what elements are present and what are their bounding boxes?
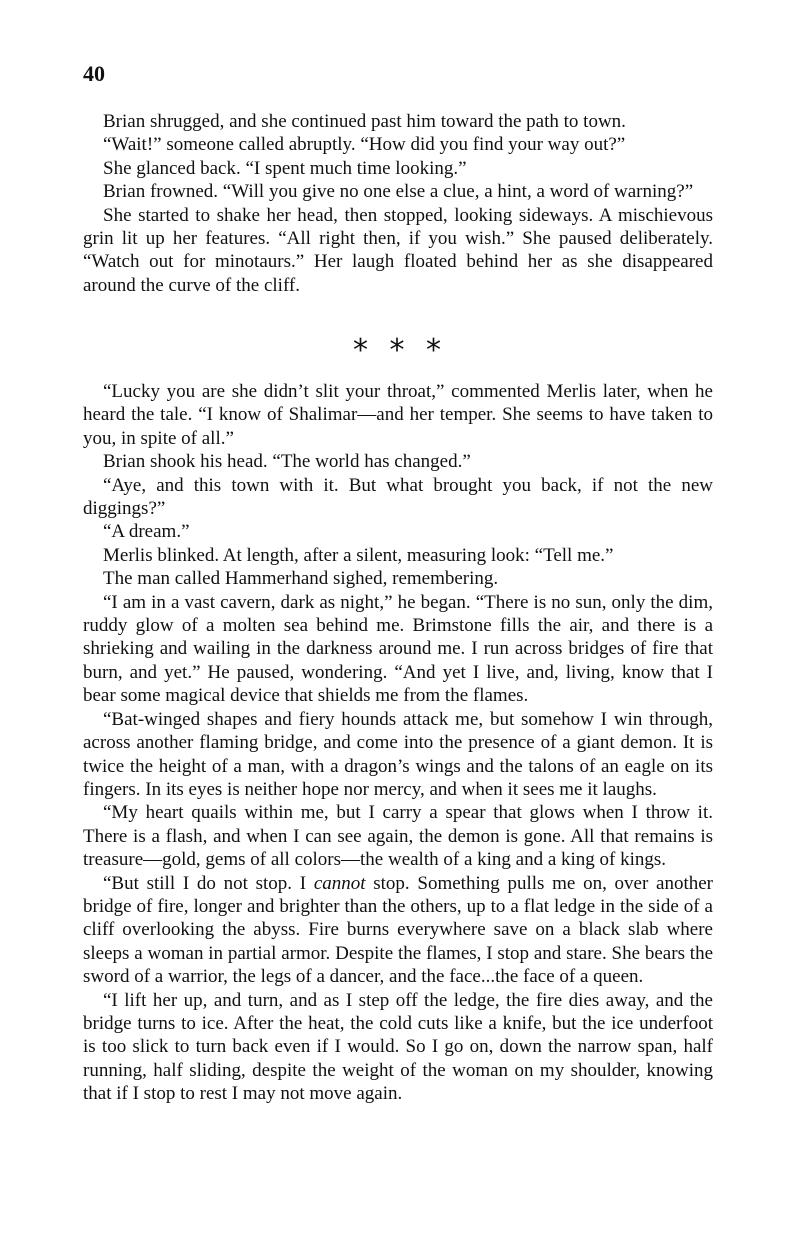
paragraph: “I am in a vast cavern, dark as night,” he began. “There is no sun, only the dim, ruddy glow of a molten sea behind me. Brimstone fills the air, and there is a shrieking and wailing in the darkness around me. I run across bridges of fire that burn, and yet.” He paused, wondering. “And yet I live, and, living, know that I bear some magical device that shields me from the flames. (83, 591, 713, 707)
paragraph: “Wait!” someone called abruptly. “How did you find your way out?” (103, 134, 626, 156)
paragraph: “My heart quails within me, but I carry a spear that glows when I throw it. There is a flash, and when I can see again, the demon is gone. All that remains is treasure—gold, gems of all colors—the wealth of a king and a king of kings. (83, 802, 713, 871)
paragraph: Merlis blinked. At length, after a silent, measuring look: “Tell me.” (103, 544, 614, 566)
paragraph-text: “But still I do not stop. I (103, 872, 314, 894)
paragraph: She started to shake her head, then stopped, looking sideways. A mischievous grin lit up her features. “All right then, if you wish.” She paused deliberately. “Watch out for minotaurs.” Her laugh floated behind her as she disappeared around the curve of the cliff. (83, 204, 713, 296)
paragraph-cannot (83, 872, 713, 989)
paragraph: Brian frowned. “Will you give no one else a clue, a hint, a word of warning?” (103, 181, 694, 203)
paragraph: Brian shrugged, and she continued past him toward the path to town. (103, 111, 626, 132)
paragraph: She glanced back. “I spent much time looking.” (103, 157, 467, 179)
paragraph: “Lucky you are she didn’t slit your throat,” commented Merlis later, when he heard the tale. “I know of Shalimar—and her temper. She seems to have taken to you, in spite of all.” (83, 381, 713, 449)
paragraph-text: stop. Something pulls me on, over another bridge of fire, longer and brighter than the others, up to a flat ledge in the side of a cliff overlooking the abyss. Fire burns everywhere save on a black slab where sleeps a woman in partial armor. Despite the flames, I stop and stare. She bears the sword of a warrior, the legs of a dancer, and the face...the face of a queen. (83, 872, 713, 988)
section-one (83, 110, 713, 297)
paragraph: “Bat-winged shapes and fiery hounds attack me, but somehow I win through, across another flaming bridge, and come into the presence of a giant demon. It is twice the height of a man, with a dragon’s wings and the talons of an eagle on its fingers. In its eyes is neither hope nor mercy, and when it sees me it laughs. (83, 708, 713, 800)
paragraph: Brian shook his head. “The world has changed.” (103, 451, 471, 473)
emphasized-word: cannot (313, 872, 366, 894)
paragraph: “A dream.” (103, 521, 190, 543)
scene-break: * * * (352, 333, 448, 368)
paragraph: “Aye, and this town with it. But what brought you back, if not the new diggings?” (83, 474, 713, 520)
paragraph: The man called Hammerhand sighed, remembering. (103, 568, 499, 590)
paragraph: “I lift her up, and turn, and as I step off the ledge, the fire dies away, and the bridge turns to ice. After the heat, the cold cuts like a knife, but the ice underfoot is too slick to turn back even if I would. So I go on, down the narrow span, half running, half sliding, despite the weight of the woman on my shoulder, knowing that if I stop to rest I may not move again. (83, 989, 713, 1105)
section-two (83, 380, 713, 1106)
page-number: 40 (83, 61, 105, 86)
